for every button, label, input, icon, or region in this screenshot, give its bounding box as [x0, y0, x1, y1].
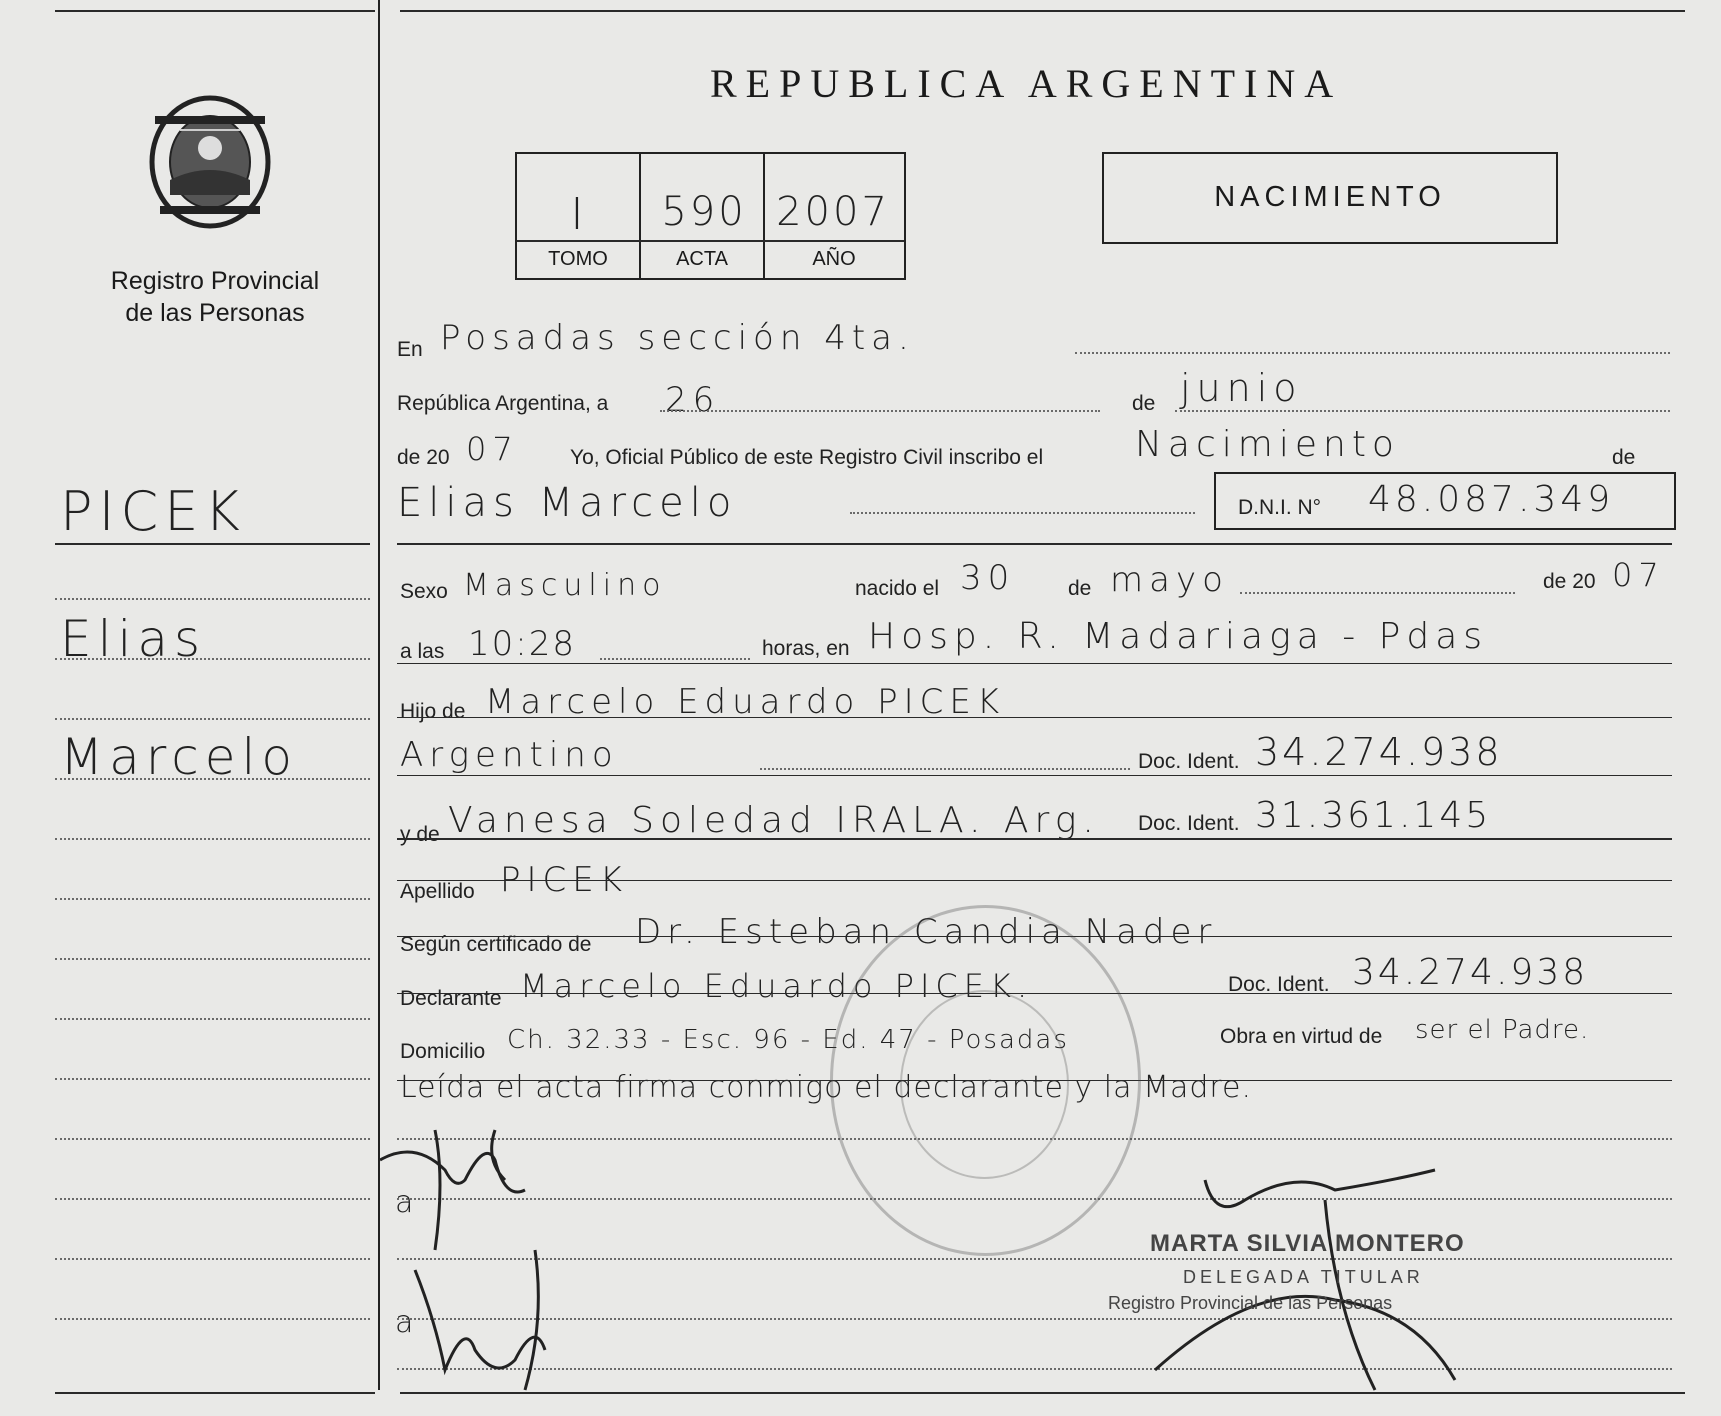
- label-de-end: de: [1612, 446, 1636, 469]
- record-box: [515, 152, 906, 280]
- row-dots: [1240, 592, 1515, 594]
- field-month: junio: [1180, 366, 1303, 410]
- top-rule-left: [55, 10, 375, 12]
- label-de: de: [1132, 392, 1156, 415]
- row-rule: [397, 717, 1672, 718]
- section-rule: [397, 838, 1672, 840]
- field-closing: Leída el acta firma conmigo el declarante y la Madre.: [400, 1070, 1253, 1105]
- margin-first-name: Elias: [60, 610, 207, 668]
- label-dni: D.N.I. N°: [1238, 496, 1322, 519]
- row-dots: [850, 512, 1195, 514]
- field-address: Ch. 32.33 - Esc. 96 - Ed. 47 - Posadas: [507, 1025, 1069, 1055]
- label-de-month: de: [1068, 577, 1092, 600]
- registry-line1: Registro Provincial: [110, 267, 320, 295]
- row-rule: [397, 663, 1672, 664]
- signature-a1: a: [395, 1185, 420, 1220]
- margin-rule-1: [55, 543, 370, 545]
- official-title: DELEGADA TITULAR: [1183, 1267, 1424, 1287]
- field-surname: PICEK: [500, 860, 629, 900]
- label-doc2: Doc. Ident.: [1138, 812, 1240, 835]
- label-a-las: a las: [400, 640, 445, 663]
- margin-dots: [55, 958, 370, 960]
- row-dots: [600, 658, 750, 660]
- country-title: REPUBLICA ARGENTINA: [710, 61, 1343, 106]
- bottom-rule-left: [55, 1392, 375, 1394]
- field-day: 26: [665, 380, 721, 420]
- margin-dots: [55, 1078, 370, 1080]
- field-certificate: Dr. Esteban Candia Nader: [635, 912, 1218, 952]
- signature-icon: [375, 1120, 605, 1400]
- label-domicilio: Domicilio: [400, 1040, 486, 1063]
- label-obra: Obra en virtud de: [1220, 1025, 1383, 1048]
- tomo-label: TOMO: [548, 248, 608, 270]
- official-stamp-inner: [900, 990, 1069, 1179]
- margin-dots: [55, 1198, 370, 1200]
- misiones-seal: [140, 90, 280, 240]
- margin-second-name: Marcelo: [60, 728, 298, 786]
- field-dni: 48.087.349: [1368, 479, 1615, 520]
- act-type: NACIMIENTO: [1214, 181, 1446, 213]
- field-father-nationality: Argentino: [400, 735, 619, 775]
- field-place-birth: Hosp. R. Madariaga - Pdas: [868, 616, 1489, 657]
- field-child-name: Elias Marcelo: [397, 480, 738, 526]
- label-apellido: Apellido: [400, 880, 475, 903]
- margin-dots: [55, 838, 370, 840]
- label-doc1: Doc. Ident.: [1138, 750, 1240, 773]
- field-place: Posadas sección 4ta.: [440, 318, 915, 358]
- field-father: Marcelo Eduardo PICEK: [485, 682, 1006, 722]
- label-declarante: Declarante: [400, 987, 502, 1010]
- margin-dots: [55, 598, 370, 600]
- margin-dots: [55, 1018, 370, 1020]
- margin-dots: [55, 1318, 370, 1320]
- label-de20b: de 20: [1543, 570, 1596, 593]
- top-rule-right: [400, 10, 1685, 12]
- dni-box: [1214, 472, 1676, 530]
- label-en: En: [397, 338, 423, 361]
- field-mother: Vanesa Soledad IRALA. Arg.: [448, 800, 1100, 841]
- label-republica: República Argentina, a: [397, 392, 609, 415]
- label-sexo: Sexo: [400, 580, 448, 603]
- acta-label: ACTA: [676, 248, 728, 270]
- field-year: 07: [466, 430, 519, 468]
- row-rule: [397, 775, 1672, 776]
- label-segun: Según certificado de: [400, 933, 592, 956]
- acta-value: 590: [661, 189, 747, 235]
- label-yo: Yo, Oficial Público de este Registro Civil inscribo el: [570, 446, 1044, 469]
- official-org: Registro Provincial de las Personas: [1108, 1293, 1393, 1313]
- act-type-box: [1102, 152, 1558, 244]
- margin-dots: [55, 1138, 370, 1140]
- official-name: MARTA SILVIA MONTERO: [1150, 1230, 1465, 1257]
- anio-value: 2007: [776, 189, 890, 235]
- signature-a2: a: [395, 1305, 420, 1340]
- label-hijo: Hijo de: [400, 700, 466, 723]
- registry-title: [85, 265, 345, 329]
- field-virtue: ser el Padre.: [1415, 1015, 1590, 1045]
- row-dots: [1075, 352, 1670, 354]
- margin-dots: [55, 898, 370, 900]
- row-dots: [1175, 410, 1670, 412]
- section-rule: [397, 543, 1672, 545]
- margin-surname: PICEK: [60, 480, 246, 543]
- margin-dots: [55, 658, 370, 660]
- margin-dots: [55, 778, 370, 780]
- row-dots: [660, 410, 1100, 412]
- field-declarant: Marcelo Eduardo PICEK.: [520, 967, 1034, 1005]
- registry-line2: de las Personas: [125, 299, 305, 327]
- field-father-doc: 34.274.938: [1255, 730, 1503, 774]
- label-de20: de 20: [397, 446, 450, 469]
- field-sex: Masculino: [463, 568, 667, 603]
- label-nacido: nacido el: [855, 577, 940, 600]
- tomo-value: I: [570, 189, 590, 240]
- field-birth-year: 07: [1612, 556, 1665, 594]
- field-birth-day: 30: [960, 558, 1016, 598]
- label-horas: horas, en: [762, 637, 850, 660]
- label-y-de: y de: [400, 823, 440, 846]
- field-birth-month: mayo: [1110, 560, 1229, 600]
- margin-dots: [55, 718, 370, 720]
- field-event: Nacimiento: [1135, 424, 1400, 465]
- label-doc3: Doc. Ident.: [1228, 973, 1330, 996]
- field-declarant-doc: 34.274.938: [1352, 952, 1589, 993]
- anio-label: AÑO: [812, 248, 856, 270]
- row-dots: [760, 768, 1130, 770]
- misiones-seal-icon: [140, 90, 280, 240]
- field-time: 10:28: [468, 624, 576, 664]
- margin-dots: [55, 1258, 370, 1260]
- row-rule: [397, 880, 1672, 881]
- field-mother-doc: 31.361.145: [1255, 795, 1492, 836]
